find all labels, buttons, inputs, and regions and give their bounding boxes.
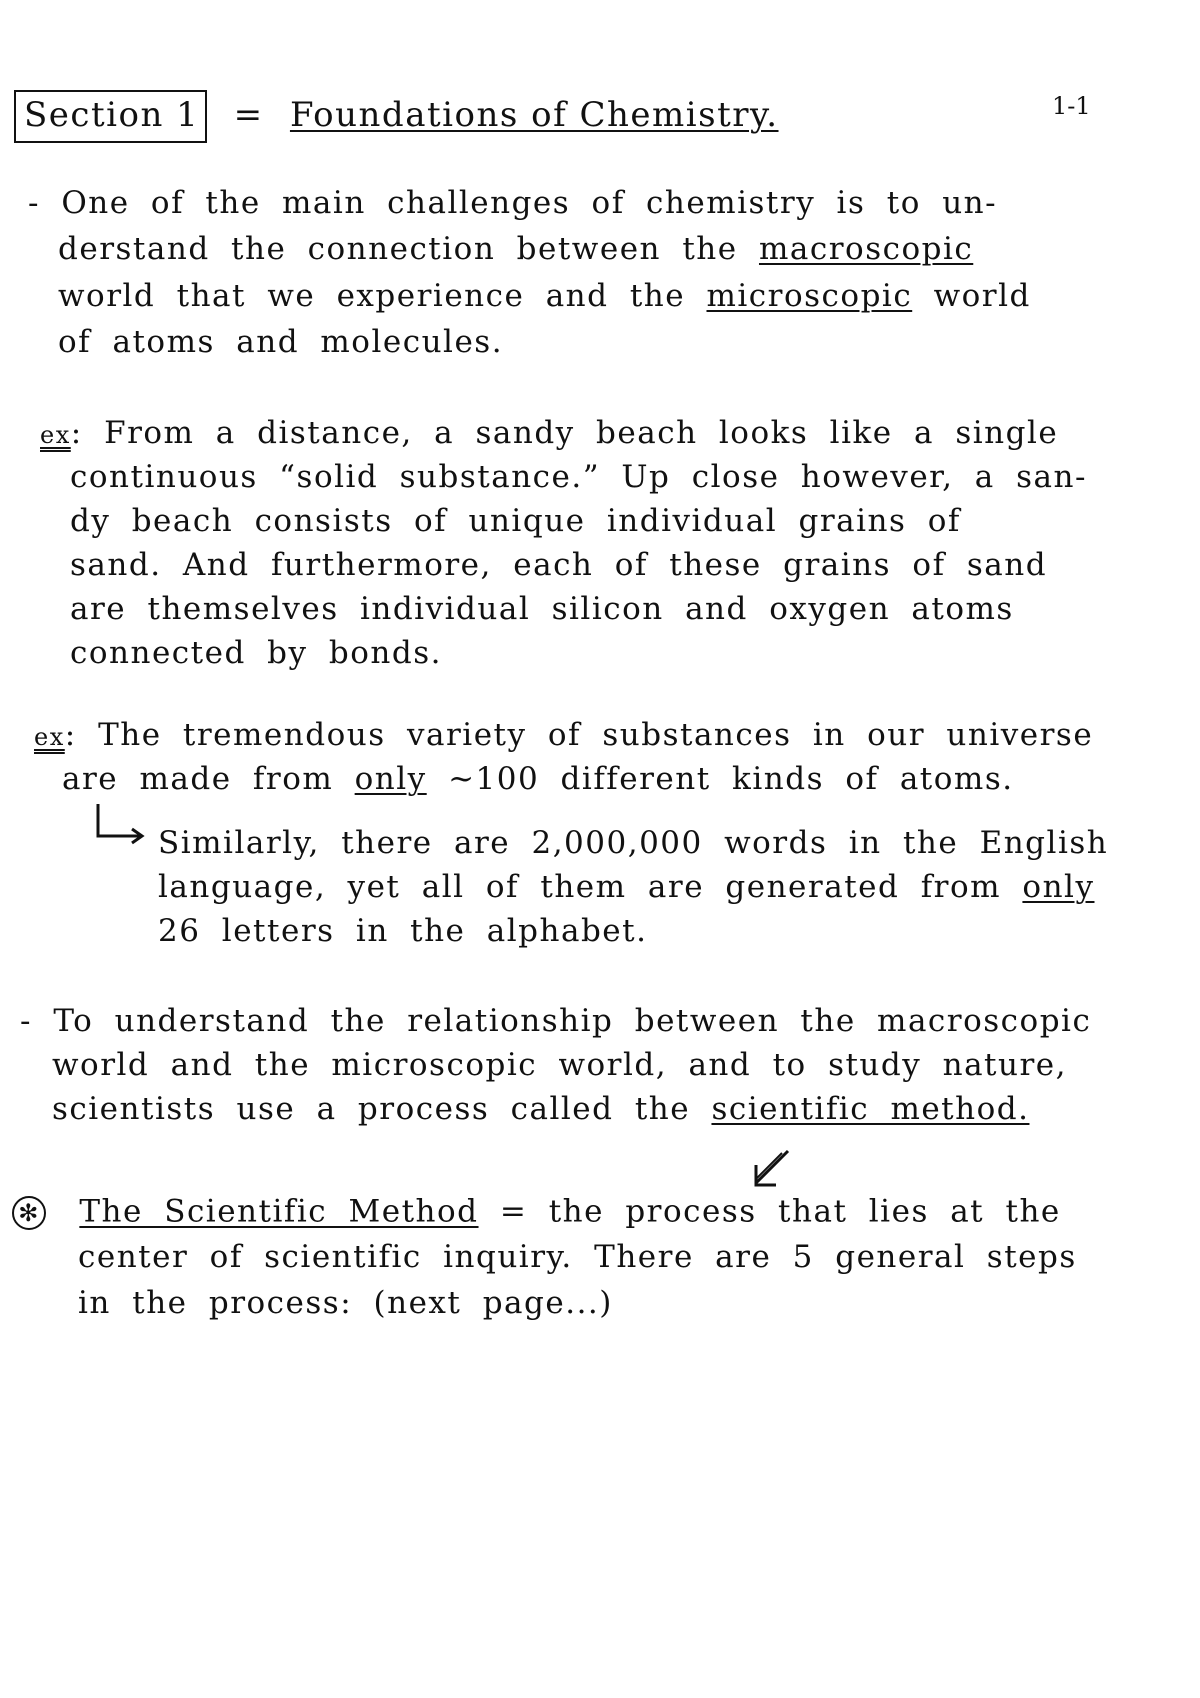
para2-line-3	[52, 1091, 1030, 1127]
section-label-box: Section 1	[14, 90, 207, 143]
para1-line-4: of atoms and molecules.	[58, 324, 504, 360]
term-macroscopic: macroscopic	[758, 231, 974, 267]
example1-line-2: continuous “solid substance.” Up close however, a san-	[70, 459, 1087, 495]
para2-line-2: world and the microscopic world, and to study nature,	[52, 1047, 1067, 1083]
example1-colon: :	[70, 415, 83, 451]
example2-only: only	[354, 761, 427, 797]
subpoint-line-1: Similarly, there are 2,000,000 words in the English	[158, 825, 1109, 861]
section-title: Foundations of Chemistry.	[289, 95, 779, 135]
example2-line-2-before: are made from	[62, 761, 334, 797]
para1-line-2	[58, 231, 974, 267]
example2-line-2	[62, 761, 1014, 797]
example1-line-4: sand. And furthermore, each of these grains of sand	[70, 547, 1048, 583]
para2-line-3-before: scientists use a process called the	[52, 1091, 691, 1127]
para1-line-1: - One of the main challenges of chemistry is to un-	[28, 185, 998, 221]
example1-line-5: are themselves individual silicon and oxygen atoms	[70, 591, 1014, 627]
subpoint-line-2	[158, 869, 1095, 905]
example2-line-1	[34, 717, 1094, 753]
asterisk-circle-icon: ✻	[12, 1196, 46, 1230]
term-microscopic: microscopic	[706, 278, 913, 314]
header-equals: =	[233, 95, 264, 135]
para1-line-3	[58, 278, 1031, 314]
page-number: 1-1	[1052, 92, 1091, 120]
para1-line-2-text: derstand the connection between the	[58, 231, 738, 267]
subpoint-line-2-before: language, yet all of them are generated from	[158, 869, 1002, 905]
example1-line-1-text: From a distance, a sandy beach looks like a single	[104, 415, 1059, 451]
section-header	[14, 90, 779, 143]
term-the-scientific-method: The Scientific Method	[79, 1193, 479, 1230]
example2-colon: :	[64, 717, 77, 753]
para1-word-world: world	[933, 278, 1031, 314]
example2-line-2-after: ~100 different kinds of atoms.	[448, 761, 1014, 797]
example1-line-6: connected by bonds.	[70, 635, 442, 671]
term-scientific-method: scientific method.	[711, 1091, 1030, 1127]
definition-line-1	[12, 1193, 1061, 1230]
para1-line-3-text: world that we experience and the	[58, 278, 686, 314]
definition-line-2: center of scientific inquiry. There are 5 general steps	[78, 1239, 1077, 1275]
subpoint-line-3: 26 letters in the alphabet.	[158, 913, 648, 949]
definition-line-1-after: = the process that lies at the	[499, 1193, 1061, 1230]
down-left-arrow-icon	[748, 1145, 794, 1191]
para2-line-1: - To understand the relationship between the macroscopic	[20, 1003, 1092, 1039]
example2-line-1-text: The tremendous variety of substances in our universe	[98, 717, 1094, 753]
definition-line-3: in the process: (next page...)	[78, 1285, 613, 1321]
example1-label: ex	[40, 421, 71, 449]
example2-label: ex	[34, 723, 65, 751]
hook-arrow-icon	[92, 800, 152, 850]
example1-line-1	[40, 415, 1059, 451]
subpoint-only: only	[1022, 869, 1095, 905]
example1-line-3: dy beach consists of unique individual grains of	[70, 503, 961, 539]
